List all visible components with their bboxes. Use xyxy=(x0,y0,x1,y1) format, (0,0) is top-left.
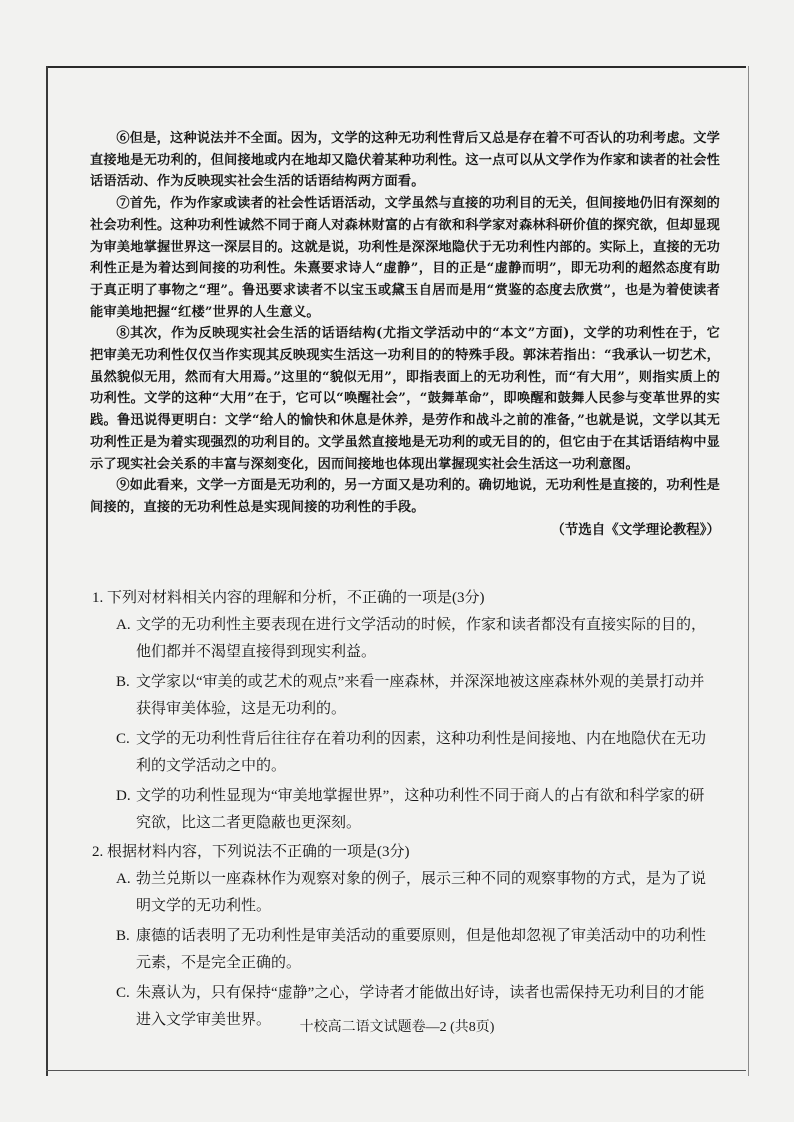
option-text: 朱熹认为，只有保持“虚静”之心，学诗者才能做出好诗，读者也需保持无功利目的才能进入文学审美世界。 xyxy=(136,985,705,1028)
option-letter: B. xyxy=(116,928,130,944)
option-letter: A. xyxy=(116,617,131,633)
option-text: 文学家以“审美的或艺术的观点”来看一座森林，并深深地被这座森林外观的美景打动并获得审美体验，这是无功利的。 xyxy=(136,674,705,717)
question-option xyxy=(116,612,712,666)
passage-paragraph-8: ⑧其次，作为反映现实社会生活的话语结构(尤指文学活动中的“本文”方面)，文学的功利性在于，它把审美无功利性仅仅当作实现其反映现实生活这一功利目的的特殊手段。郭沫若指出：“我承认一切艺术，虽然貌似无用，然而有大用焉。”这里的“貌似无用”，即指表面上的无功利性，而“有大用”，则指实质上的功利性。文学的这种“大用”在于，它可以“唤醒社会”，“鼓舞革命”，即唤醒和鼓舞人民参与变革世界的实践。鲁迅说得更明白：文学“给人的愉快和休息是休养，是劳作和战斗之前的准备，”也就是说，文学以其无功利性正是为着实现强烈的功利目的。文学虽然直接地是无功利的或无目的的，但它由于在其话语结构中显示了现实社会关系的丰富与深刻变化，因而间接地也体现出掌握现实社会生活这一功利意图。 xyxy=(90,326,720,472)
passage-source: （节选自《文学理论教程》） xyxy=(551,521,720,538)
option-text: 文学的无功利性背后往往存在着功利的因素，这种功利性是间接地、内在地隐伏在无功利的文学活动之中的。 xyxy=(136,731,707,774)
question-option xyxy=(116,669,712,723)
passage-paragraph-7: ⑦首先，作为作家或读者的社会性话语活动，文学虽然与直接的功利目的无关，但间接地仍旧有深刻的社会功利性。这种功利性诚然不同于商人对森林财富的占有欲和科学家对森林科研价值的探究欲，但却显现为审美地掌握世界这一深层目的。这就是说，功利性是深深地隐伏于无功利性内部的。实际上，直接的无功利性正是为着达到间接的功利性。朱熹要求诗人“虚静”，目的正是“虚静而明”，即无功利的超然态度有助于真正明了事物之“理”。鲁迅要求读者不以宝玉或黛玉自居而是用“赏鉴的态度去欣赏”，也是为着使读者能审美地把握“红楼”世界的人生意义。 xyxy=(90,196,720,320)
scan-bottom-border xyxy=(46,1070,746,1071)
option-letter: B. xyxy=(116,674,130,690)
option-text: 勃兰兑斯以一座森林作为观察对象的例子，展示三种不同的观察事物的方式，是为了说明文学的无功利性。 xyxy=(136,871,707,914)
question-option xyxy=(116,783,712,837)
question-option xyxy=(116,726,712,780)
reading-passage xyxy=(90,128,720,541)
option-text: 文学的功利性显现为“审美地掌握世界”，这种功利性不同于商人的占有欲和科学家的研究欲，比这二者更隐蔽也更深刻。 xyxy=(136,788,705,831)
option-text: 文学的无功利性主要表现在进行文学活动的时候，作家和读者都没有直接实际的目的，他们都并不渴望直接得到现实利益。 xyxy=(136,617,707,660)
question-2 xyxy=(92,840,712,1034)
question-option xyxy=(116,866,712,920)
passage-paragraph-6: ⑥但是，这种说法并不全面。因为，文学的这种无功利性背后又总是存在着不可否认的功利考虑。文学直接地是无功利的，但间接地或内在地却又隐伏着某种功利性。这一点可以从文学作为作家和读者的社会性话语活动、作为反映现实社会生活的话语结构两方面看。 xyxy=(90,131,720,190)
option-text: 康德的话表明了无功利性是审美活动的重要原则，但是他却忽视了审美活动中的功利性元素，不是完全正确的。 xyxy=(136,928,707,971)
option-letter: C. xyxy=(116,731,130,747)
question-1 xyxy=(92,586,712,837)
questions-section xyxy=(92,586,712,1037)
passage-paragraph-9: ⑨如此看来，文学一方面是无功利的，另一方面又是功利的。确切地说，无功利性是直接的，功利性是间接的，直接的无功利性总是实现间接的功利性的手段。 xyxy=(90,478,720,515)
option-letter: D. xyxy=(116,788,131,804)
question-stem: 1. 下列对材料相关内容的理解和分析，不正确的一项是(3分) xyxy=(92,590,485,606)
question-stem: 2. 根据材料内容，下列说法不正确的一项是(3分) xyxy=(92,844,410,860)
page-footer: 十校高二语文试题卷—2 (共8页) xyxy=(299,1020,495,1035)
question-option xyxy=(116,923,712,977)
option-letter: C. xyxy=(116,985,130,1001)
option-letter: A. xyxy=(116,871,131,887)
